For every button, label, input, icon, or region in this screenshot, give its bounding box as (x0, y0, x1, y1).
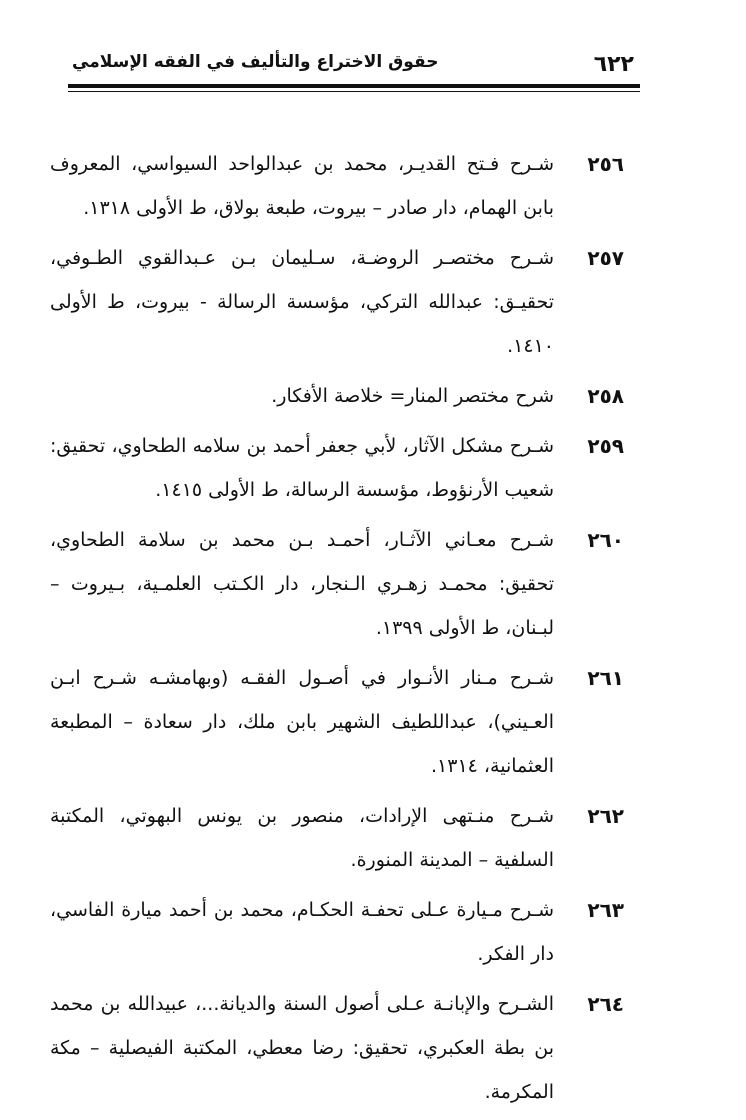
entry-text: شـرح مشكل الآثار، لأبي جعفر أحمد بن سلامه الطحاوي، تحقيق: شعيب الأرنؤوط، مؤسسة الرسالة، ط الأولى ١٤١٥. (50, 435, 554, 501)
bibliography-entry-257 (50, 236, 624, 368)
entry-text: شـرح معـاني الآثـار، أحمـد بـن محمد بن سلامة الطحاوي، تحقيق: محمـد زهـري الـنجار، دار الكـتب العلمـية، بـيروت – لبـنان، ط الأولى ١٣٩٩. (50, 529, 554, 639)
entry-text: شرح مختصر المنار= خلاصة الأفكار. (271, 385, 554, 407)
bibliography-entry-264 (50, 982, 624, 1114)
bibliography-entry-259 (50, 424, 624, 512)
page-number: ٦٢٢ (593, 52, 634, 77)
bibliography-list (50, 142, 624, 1120)
bibliography-entry-262 (50, 794, 624, 882)
header-rule-thick (68, 84, 640, 88)
entry-number: ٢٦١ (587, 666, 624, 690)
entry-text: الشـرح والإبانـة عـلى أصول السنة والديانة...، عبيدالله بن محمد بن بطة العكبري، تحقيق: رضا معطي، المكتبة الفيصلية – مكة المكرمة. (50, 993, 554, 1103)
entry-number: ٢٥٧ (587, 246, 624, 270)
header-rule-thin (68, 91, 640, 92)
entry-number: ٢٥٨ (587, 384, 624, 408)
entry-number: ٢٦٤ (587, 992, 624, 1016)
running-book-title: حقوق الاختراع والتأليف في الفقه الإسلامي (72, 52, 439, 72)
bibliography-entry-256 (50, 142, 624, 230)
bibliography-entry-258 (50, 374, 624, 418)
entry-text: شـرح مختصـر الروضـة، سـليمان بـن عـبدالقوي الطـوفي، تحقيـق: عبدالله التركي، مؤسسة الرسالة - بيروت، ط الأولى ١٤١٠. (50, 247, 554, 357)
page-header (68, 44, 640, 84)
entry-number: ٢٥٩ (587, 434, 624, 458)
entry-text: شـرح مـنار الأنـوار في أصـول الفقـه (وبهامشـه شـرح ابـن العـيني)، عبداللطيف الشهير بابن ملك، دار سعادة – المطبعة العثمانية، ١٣١٤. (50, 667, 554, 777)
bibliography-entry-261 (50, 656, 624, 788)
entry-number: ٢٥٦ (587, 152, 624, 176)
entry-number: ٢٦٣ (587, 898, 624, 922)
bibliography-entry-263 (50, 888, 624, 976)
entry-number: ٢٦٢ (587, 804, 624, 828)
entry-text: شـرح مـيارة عـلى تحفـة الحكـام، محمد بن أحمد ميارة الفاسي، دار الفكر. (50, 899, 554, 965)
entry-text: شـرح فـتح القديـر، محمد بن عبدالواحد السيواسي، المعروف بابن الهمام، دار صادر – بيروت، طبعة بولاق، ط الأولى ١٣١٨. (50, 153, 554, 219)
bibliography-entry-260 (50, 518, 624, 650)
entry-number: ٢٦٠ (587, 528, 624, 552)
entry-text: شـرح منـتهى الإرادات، منصور بن يونس البهوتي، المكتبة السلفية – المدينة المنورة. (50, 805, 554, 871)
